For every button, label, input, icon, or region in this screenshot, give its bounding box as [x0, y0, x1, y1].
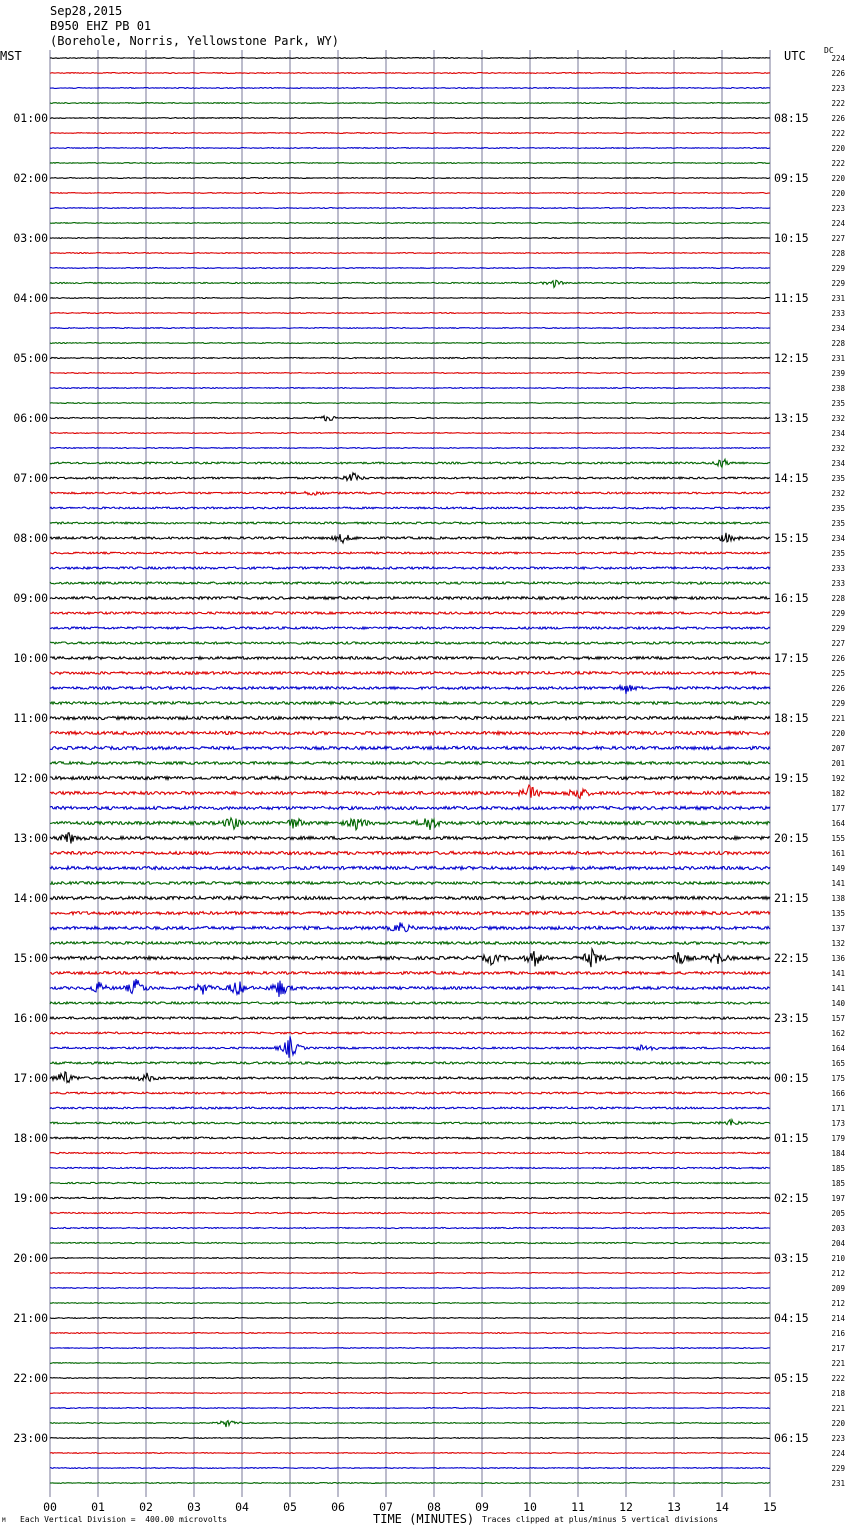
right-timezone-label: UTC — [784, 49, 806, 63]
hour-label-left: 21:00 — [13, 1311, 48, 1325]
dc-offset-label: 140 — [831, 999, 845, 1008]
hour-label-right: 19:15 — [774, 771, 809, 785]
hour-label-right: 08:15 — [774, 111, 809, 125]
dc-offset-label: 226 — [831, 654, 845, 663]
dc-offset-label: 217 — [831, 1344, 845, 1353]
trace-line — [50, 1072, 770, 1083]
dc-offset-label: 141 — [831, 984, 845, 993]
dc-offset-label: 179 — [831, 1134, 845, 1143]
dc-offset-label: 234 — [831, 534, 845, 543]
dc-offset-label: 175 — [831, 1074, 845, 1083]
trace-line — [50, 806, 770, 809]
hour-label-left: 03:00 — [13, 231, 48, 245]
hour-label-left: 02:00 — [13, 171, 48, 185]
trace-line — [50, 612, 770, 614]
hour-label-right: 16:15 — [774, 591, 809, 605]
trace-line — [50, 1348, 770, 1349]
trace-line — [50, 1182, 770, 1183]
x-tick-label: 04 — [235, 1500, 249, 1514]
trace-line — [50, 357, 770, 358]
dc-offset-label: 224 — [831, 54, 845, 63]
dc-offset-label: 137 — [831, 924, 845, 933]
hour-label-right: 12:15 — [774, 351, 809, 365]
dc-offset-label: 225 — [831, 669, 845, 678]
trace-line — [50, 1227, 770, 1228]
trace-line — [50, 1107, 770, 1109]
dc-offset-label: 224 — [831, 1449, 845, 1458]
trace-line — [50, 597, 770, 600]
trace-line — [50, 88, 770, 89]
dc-offset-label: 192 — [831, 774, 845, 783]
trace-line — [50, 1318, 770, 1319]
hour-label-left: 11:00 — [13, 711, 48, 725]
dc-offset-label: 233 — [831, 564, 845, 573]
trace-line — [50, 979, 770, 997]
dc-offset-label: 232 — [831, 414, 845, 423]
trace-line — [50, 851, 770, 854]
trace-line — [50, 373, 770, 374]
x-tick-label: 03 — [187, 1500, 201, 1514]
dc-offset-label: 220 — [831, 729, 845, 738]
trace-line — [50, 298, 770, 299]
hour-label-right: 21:15 — [774, 891, 809, 905]
dc-offset-label: 229 — [831, 699, 845, 708]
trace-line — [50, 972, 770, 975]
dc-offset-label: 203 — [831, 1224, 845, 1233]
trace-line — [50, 492, 770, 496]
x-tick-label: 07 — [379, 1500, 393, 1514]
hour-label-left: 22:00 — [13, 1371, 48, 1385]
scale-note: Each Vertical Division = 400.00 microvolts — [20, 1515, 228, 1524]
dc-offset-label: 226 — [831, 69, 845, 78]
hour-label-right: 23:15 — [774, 1011, 809, 1025]
trace-line — [50, 866, 770, 869]
dc-offset-label: 229 — [831, 624, 845, 633]
dc-offset-label: 164 — [831, 819, 845, 828]
dc-offset-label: 227 — [831, 639, 845, 648]
hour-label-right: 00:15 — [774, 1071, 809, 1085]
dc-offset-label: 135 — [831, 909, 845, 918]
hour-label-left: 14:00 — [13, 891, 48, 905]
trace-line — [50, 193, 770, 194]
trace-line — [50, 1092, 770, 1094]
hour-label-right: 14:15 — [774, 471, 809, 485]
trace-line — [50, 1197, 770, 1198]
hour-label-right: 15:15 — [774, 531, 809, 545]
dc-offset-label: 229 — [831, 264, 845, 273]
dc-offset-label: 223 — [831, 204, 845, 213]
dc-offset-label: 234 — [831, 324, 845, 333]
dc-offset-label: 232 — [831, 489, 845, 498]
trace-line — [50, 533, 770, 543]
dc-label: DC — [824, 46, 834, 55]
dc-offset-label: 173 — [831, 1119, 845, 1128]
dc-offset-label: 235 — [831, 399, 845, 408]
x-tick-label: 05 — [283, 1500, 297, 1514]
dc-offset-label: 132 — [831, 939, 845, 948]
dc-offset-label: 235 — [831, 519, 845, 528]
dc-offset-label: 229 — [831, 609, 845, 618]
dc-offset-label: 221 — [831, 1359, 845, 1368]
trace-line — [50, 1212, 770, 1213]
trace-line — [50, 507, 770, 509]
dc-offset-label: 214 — [831, 1314, 845, 1323]
dc-offset-label: 205 — [831, 1209, 845, 1218]
trace-line — [50, 1408, 770, 1409]
trace-line — [50, 716, 770, 719]
dc-offset-label: 201 — [831, 759, 845, 768]
trace-line — [50, 1002, 770, 1004]
hour-label-right: 02:15 — [774, 1191, 809, 1205]
x-tick-label: 02 — [139, 1500, 153, 1514]
trace-line — [50, 762, 770, 765]
dc-offset-label: 204 — [831, 1239, 845, 1248]
trace-line — [50, 672, 770, 675]
dc-offset-label: 231 — [831, 294, 845, 303]
chart-date: Sep28,2015 — [50, 4, 123, 18]
hour-label-right: 05:15 — [774, 1371, 809, 1385]
dc-offset-label: 220 — [831, 189, 845, 198]
dc-offset-label: 222 — [831, 99, 845, 108]
trace-line — [50, 1438, 770, 1439]
dc-offset-label: 165 — [831, 1059, 845, 1068]
hour-label-left: 09:00 — [13, 591, 48, 605]
dc-offset-label: 185 — [831, 1164, 845, 1173]
trace-line — [50, 448, 770, 449]
x-tick-label: 13 — [667, 1500, 681, 1514]
dc-offset-label: 235 — [831, 504, 845, 513]
dc-offset-label: 221 — [831, 1404, 845, 1413]
hour-label-left: 20:00 — [13, 1251, 48, 1265]
hour-label-left: 12:00 — [13, 771, 48, 785]
dc-offset-label: 226 — [831, 684, 845, 693]
trace-line — [50, 818, 770, 830]
x-tick-label: 00 — [43, 1500, 57, 1514]
trace-line — [50, 942, 770, 945]
dc-offset-label: 222 — [831, 159, 845, 168]
x-tick-label: 10 — [523, 1500, 537, 1514]
trace-line — [50, 746, 770, 749]
trace-line — [50, 833, 770, 844]
dc-offset-label: 149 — [831, 864, 845, 873]
trace-line — [50, 133, 770, 134]
dc-offset-label: 234 — [831, 459, 845, 468]
hour-label-right: 10:15 — [774, 231, 809, 245]
hour-label-right: 20:15 — [774, 831, 809, 845]
dc-offset-label: 231 — [831, 1479, 845, 1488]
trace-line — [50, 328, 770, 329]
x-tick-label: 11 — [571, 1500, 585, 1514]
trace-line — [50, 208, 770, 209]
hour-label-left: 15:00 — [13, 951, 48, 965]
hour-label-left: 04:00 — [13, 291, 48, 305]
left-timezone-label: MST — [0, 49, 22, 63]
x-tick-label: 01 — [91, 1500, 105, 1514]
hour-label-right: 17:15 — [774, 651, 809, 665]
trace-line — [50, 627, 770, 629]
hour-label-right: 06:15 — [774, 1431, 809, 1445]
trace-line — [50, 388, 770, 389]
trace-line — [50, 911, 770, 914]
corner-mark: M — [2, 1517, 6, 1524]
trace-line — [50, 1333, 770, 1334]
hour-label-right: 18:15 — [774, 711, 809, 725]
trace-line — [50, 433, 770, 434]
dc-offset-label: 229 — [831, 1464, 845, 1473]
trace-line — [50, 567, 770, 569]
dc-offset-label: 184 — [831, 1149, 845, 1158]
trace-line — [50, 949, 770, 967]
trace-line — [50, 1288, 770, 1289]
dc-offset-label: 220 — [831, 1419, 845, 1428]
dc-offset-label: 136 — [831, 954, 845, 963]
trace-line — [50, 223, 770, 224]
hour-label-right: 04:15 — [774, 1311, 809, 1325]
trace-line — [50, 685, 770, 694]
trace-line — [50, 238, 770, 239]
dc-offset-label: 224 — [831, 219, 845, 228]
dc-offset-label: 223 — [831, 84, 845, 93]
x-tick-label: 12 — [619, 1500, 633, 1514]
hour-label-left: 01:00 — [13, 111, 48, 125]
hour-label-left: 13:00 — [13, 831, 48, 845]
trace-line — [50, 118, 770, 119]
trace-line — [50, 776, 770, 779]
trace-line — [50, 1303, 770, 1304]
x-tick-label: 06 — [331, 1500, 345, 1514]
trace-line — [50, 1017, 770, 1019]
trace-line — [50, 731, 770, 734]
trace-line — [50, 1378, 770, 1379]
dc-offset-label: 229 — [831, 279, 845, 288]
dc-offset-label: 138 — [831, 894, 845, 903]
trace-line — [50, 73, 770, 74]
trace-line — [50, 280, 770, 287]
trace-line — [50, 178, 770, 179]
dc-offset-label: 239 — [831, 369, 845, 378]
hour-label-right: 01:15 — [774, 1131, 809, 1145]
trace-line — [50, 1393, 770, 1394]
hour-label-left: 08:00 — [13, 531, 48, 545]
clip-note: Traces clipped at plus/minus 5 vertical divisions — [482, 1515, 719, 1524]
dc-offset-label: 235 — [831, 549, 845, 558]
dc-offset-label: 220 — [831, 174, 845, 183]
trace-line — [50, 416, 770, 421]
trace-line — [50, 1167, 770, 1168]
trace-line — [50, 1062, 770, 1064]
trace-line — [50, 582, 770, 584]
dc-offset-label: 209 — [831, 1284, 845, 1293]
trace-line — [50, 1468, 770, 1469]
x-tick-label: 14 — [715, 1500, 729, 1514]
trace-line — [50, 163, 770, 164]
dc-offset-label: 210 — [831, 1254, 845, 1263]
trace-line — [50, 657, 770, 660]
trace-line — [50, 1032, 770, 1034]
trace-line — [50, 403, 770, 404]
dc-offset-label: 161 — [831, 849, 845, 858]
dc-offset-label: 223 — [831, 1434, 845, 1443]
dc-offset-label: 141 — [831, 879, 845, 888]
dc-offset-label: 220 — [831, 144, 845, 153]
trace-line — [50, 253, 770, 254]
trace-line — [50, 1242, 770, 1243]
dc-offset-label: 234 — [831, 429, 845, 438]
trace-line — [50, 642, 770, 644]
dc-offset-label: 228 — [831, 339, 845, 348]
dc-offset-label: 228 — [831, 594, 845, 603]
hour-label-left: 10:00 — [13, 651, 48, 665]
hour-label-left: 19:00 — [13, 1191, 48, 1205]
trace-line — [50, 522, 770, 524]
dc-offset-label: 177 — [831, 804, 845, 813]
trace-line — [50, 473, 770, 481]
trace-line — [50, 1273, 770, 1274]
chart-location: (Borehole, Norris, Yellowstone Park, WY) — [50, 34, 339, 48]
trace-line — [50, 552, 770, 554]
trace-line — [50, 1453, 770, 1454]
dc-offset-label: 166 — [831, 1089, 845, 1098]
dc-offset-label: 212 — [831, 1269, 845, 1278]
dc-offset-label: 171 — [831, 1104, 845, 1113]
hour-label-right: 03:15 — [774, 1251, 809, 1265]
dc-offset-label: 221 — [831, 714, 845, 723]
hour-label-right: 09:15 — [774, 171, 809, 185]
trace-line — [50, 148, 770, 149]
trace-line — [50, 313, 770, 314]
dc-offset-label: 235 — [831, 474, 845, 483]
dc-offset-label: 218 — [831, 1389, 845, 1398]
trace-line — [50, 1363, 770, 1364]
dc-offset-label: 162 — [831, 1029, 845, 1038]
trace-line — [50, 268, 770, 269]
trace-line — [50, 343, 770, 344]
dc-offset-label: 182 — [831, 789, 845, 798]
trace-line — [50, 1421, 770, 1427]
dc-offset-label: 164 — [831, 1044, 845, 1053]
trace-line — [50, 1483, 770, 1484]
hour-label-right: 13:15 — [774, 411, 809, 425]
hour-label-left: 06:00 — [13, 411, 48, 425]
dc-offset-label: 222 — [831, 1374, 845, 1383]
trace-line — [50, 882, 770, 885]
dc-offset-label: 233 — [831, 309, 845, 318]
trace-line — [50, 922, 770, 931]
x-tick-label: 08 — [427, 1500, 441, 1514]
dc-offset-label: 212 — [831, 1299, 845, 1308]
trace-line — [50, 785, 770, 798]
trace-line — [50, 103, 770, 104]
trace-line — [50, 702, 770, 705]
dc-offset-label: 207 — [831, 744, 845, 753]
hour-label-left: 17:00 — [13, 1071, 48, 1085]
trace-line — [50, 1258, 770, 1259]
trace-line — [50, 1036, 770, 1057]
trace-line — [50, 58, 770, 59]
hour-label-left: 05:00 — [13, 351, 48, 365]
dc-offset-label: 185 — [831, 1179, 845, 1188]
dc-offset-label: 226 — [831, 114, 845, 123]
trace-line — [50, 1137, 770, 1139]
x-tick-label: 09 — [475, 1500, 489, 1514]
hour-label-right: 22:15 — [774, 951, 809, 965]
hour-label-left: 07:00 — [13, 471, 48, 485]
chart-station: B950 EHZ PB 01 — [50, 19, 152, 33]
dc-offset-label: 222 — [831, 129, 845, 138]
hour-label-right: 11:15 — [774, 291, 809, 305]
dc-offset-label: 233 — [831, 579, 845, 588]
x-axis-label: TIME (MINUTES) — [373, 1512, 475, 1526]
dc-offset-label: 238 — [831, 384, 845, 393]
dc-offset-label: 228 — [831, 249, 845, 258]
trace-line — [50, 459, 770, 467]
hour-label-left: 16:00 — [13, 1011, 48, 1025]
trace-line — [50, 896, 770, 899]
dc-offset-label: 155 — [831, 834, 845, 843]
dc-offset-label: 141 — [831, 969, 845, 978]
x-tick-label: 15 — [763, 1500, 777, 1514]
dc-offset-label: 197 — [831, 1194, 845, 1203]
dc-offset-label: 157 — [831, 1014, 845, 1023]
trace-line — [50, 1152, 770, 1153]
trace-line — [50, 1120, 770, 1126]
dc-offset-label: 232 — [831, 444, 845, 453]
hour-label-left: 18:00 — [13, 1131, 48, 1145]
dc-offset-label: 231 — [831, 354, 845, 363]
dc-offset-label: 227 — [831, 234, 845, 243]
dc-offset-label: 216 — [831, 1329, 845, 1338]
hour-label-left: 23:00 — [13, 1431, 48, 1445]
